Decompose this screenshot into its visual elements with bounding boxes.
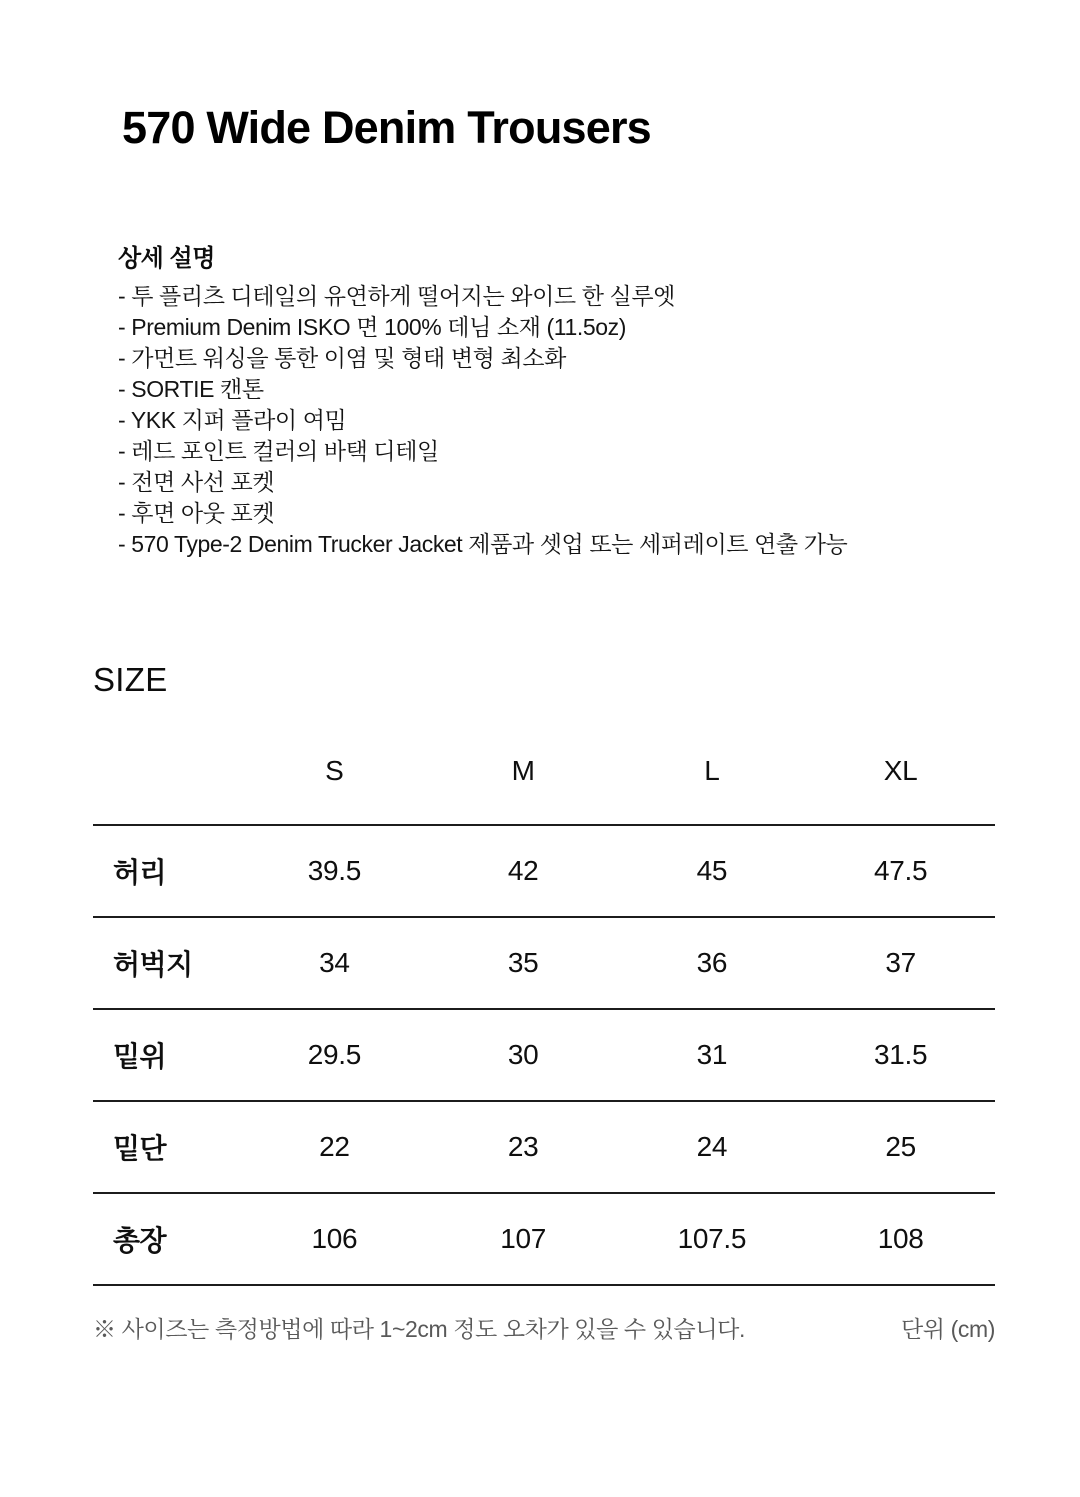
description-item: - YKK 지퍼 플라이 여밈 [118, 407, 347, 433]
thigh-value-l: 36 [696, 947, 728, 978]
waist-value-l: 45 [696, 855, 728, 886]
size-heading: SIZE [93, 661, 168, 698]
size-table-row-hem [93, 1101, 995, 1193]
description-item: - 570 Type-2 Denim Trucker Jacket 제품과 셋업 또는 세퍼레이트 연출 가능 [118, 531, 848, 557]
size-tolerance-note: ※ 사이즈는 측정방법에 따라 1~2cm 정도 오차가 있을 수 있습니다. [93, 1316, 745, 1342]
description-item: - Premium Denim ISKO 면 100% 데님 소재 (11.5oz) [118, 314, 626, 340]
size-table-footnote [93, 1314, 995, 1344]
total-length-value-s: 106 [311, 1223, 358, 1254]
description-section [118, 245, 995, 560]
hem-value-l: 24 [696, 1131, 728, 1162]
total-length-value-l: 107.5 [677, 1223, 747, 1254]
size-column-header-s: S [240, 740, 429, 825]
description-heading: 상세 설명 [118, 245, 215, 272]
waist-value-xl: 47.5 [873, 855, 928, 886]
product-title: 570 Wide Denim Trousers [122, 102, 651, 153]
description-item: - 후면 아웃 포켓 [118, 500, 275, 526]
size-table-row-total-length [93, 1193, 995, 1285]
hem-value-xl: 25 [885, 1131, 916, 1162]
thigh-value-m: 35 [507, 947, 539, 978]
total-length-value-xl: 108 [877, 1223, 924, 1254]
rise-value-m: 30 [507, 1039, 539, 1070]
row-label-rise: 밑위 [113, 1041, 167, 1072]
thigh-value-s: 34 [319, 947, 350, 978]
description-item: - 투 플리츠 디테일의 유연하게 떨어지는 와이드 한 실루엣 [118, 283, 675, 309]
row-label-hem: 밑단 [113, 1133, 167, 1164]
unit-label: 단위 (cm) [900, 1316, 995, 1342]
rise-value-xl: 31.5 [873, 1039, 928, 1070]
size-table-row-waist [93, 825, 995, 917]
description-item: - SORTIE 캔톤 [118, 376, 264, 402]
size-table-row-rise [93, 1009, 995, 1101]
hem-value-s: 22 [319, 1131, 350, 1162]
waist-value-m: 42 [507, 855, 539, 886]
thigh-value-xl: 37 [885, 947, 916, 978]
size-section [93, 662, 995, 1344]
description-item: - 레드 포인트 컬러의 바택 디테일 [118, 438, 439, 464]
hem-value-m: 23 [507, 1131, 539, 1162]
description-list [118, 281, 995, 560]
size-table-header-row [93, 740, 995, 825]
rise-value-s: 29.5 [307, 1039, 362, 1070]
total-length-value-m: 107 [500, 1223, 547, 1254]
size-table [93, 740, 995, 1286]
description-item: - 전면 사선 포켓 [118, 469, 275, 495]
size-column-header-m: M [429, 740, 618, 825]
row-label-total-length: 총장 [113, 1225, 167, 1256]
size-column-header-l: L [618, 740, 807, 825]
description-item: - 가먼트 워싱을 통한 이염 및 형태 변형 최소화 [118, 345, 566, 371]
size-table-row-thigh [93, 917, 995, 1009]
size-table-corner-cell [93, 740, 240, 825]
row-label-thigh: 허벅지 [113, 949, 193, 980]
waist-value-s: 39.5 [307, 855, 362, 886]
rise-value-l: 31 [696, 1039, 728, 1070]
size-column-header-xl: XL [806, 740, 995, 825]
row-label-waist: 허리 [113, 857, 167, 888]
